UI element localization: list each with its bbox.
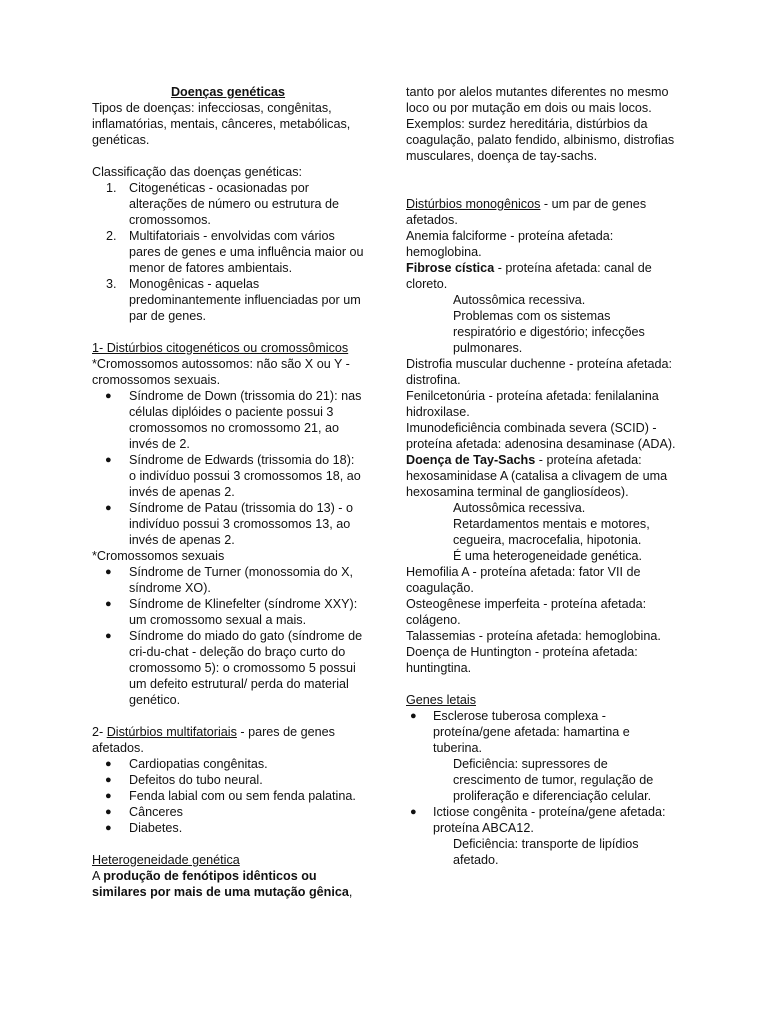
monogenicos-heading: Distúrbios monogênicos - um par de genes afetados.	[406, 197, 647, 227]
list-item: ● Defeitos do tubo neural.	[105, 773, 263, 787]
list-item: ● Esclerose tuberosa complexa - proteína/gene afetada: hamartina e tuberina. Deficiência: supressores de crescimento de tumor, regulação de proliferação e diferenciação celular.	[406, 708, 676, 804]
list-item: ● Síndrome de Turner (monossomia do X, síndrome XO).	[105, 565, 353, 595]
left-column	[92, 84, 364, 900]
citogeneticos-heading: 1- Distúrbios citogenéticos ou cromossômicos	[92, 341, 349, 355]
list-item-sub: Deficiência: supressores de crescimento de tumor, regulação de proliferação e diferenciação celular.	[453, 757, 654, 803]
genes-letais-heading: Genes letais	[406, 693, 477, 707]
list-item: 1. Citogenéticas - ocasionadas por alterações de número ou estrutura de cromossomos.	[106, 181, 340, 227]
list-item: 2. Multifatoriais - envolvidas com vários pares de genes e uma influência maior ou menor de fatores ambientais.	[106, 229, 364, 275]
classificacao-list	[92, 180, 364, 324]
tay-sachs-sub: É uma heterogeneidade genética.	[453, 549, 643, 563]
list-item: ● Síndrome do miado do gato (síndrome de cri-du-chat - deleção do braço curto do cromossomo 5): o cromossomo 5 possui um defeito estrutural/ perda do material genético.	[105, 629, 363, 707]
list-item: ● Síndrome de Down (trissomia do 21): nas células diplóides o paciente possui 3 cromossomos no cromossomo 21, ao invés de 2.	[105, 389, 362, 451]
heterogeneidade-continuation: tanto por alelos mutantes diferentes no mesmo loco ou por mutação em dois ou mais locos.	[406, 85, 669, 115]
sexuais-intro: *Cromossomos sexuais	[92, 549, 225, 563]
page-title: Doenças genéticas	[170, 85, 286, 99]
tay-sachs-line: Doença de Tay-Sachs - proteína afetada: hexosaminidase A (catalisa a clivagem de uma hexosamina terminal de gangliosídeos).	[406, 453, 668, 499]
fibrose-line: Fibrose cística - proteína afetada: canal de cloreto.	[406, 261, 652, 291]
fenilcetonuria-line: Fenilcetonúria - proteína afetada: fenilalanina hidroxilase.	[406, 389, 659, 419]
list-item: ● Síndrome de Edwards (trissomia do 18): o indivíduo possui 3 cromossomos 18, ao invés de apenas 2.	[105, 453, 361, 499]
fibrose-sub: Problemas com os sistemas respiratório e digestório; infecções pulmonares.	[453, 309, 645, 355]
heterogeneidade-exemplos: Exemplos: surdez hereditária, distúrbios da coagulação, palato fendido, albinismo, distrofias musculares, doença de tay-sachs.	[406, 117, 675, 163]
multifatoriais-list	[92, 756, 364, 836]
sexuais-list	[92, 564, 364, 708]
list-item: ● Cardiopatias congênitas.	[105, 757, 268, 771]
distrofia-line: Distrofia muscular duchenne - proteína afetada: distrofina.	[406, 357, 673, 387]
osteogenese-line: Osteogênese imperfeita - proteína afetada: colágeno.	[406, 597, 647, 627]
tay-sachs-sub: Autossômica recessiva.	[453, 501, 586, 515]
list-item: 3. Monogênicas - aquelas predominantemente influenciadas por um par de genes.	[106, 277, 361, 323]
autossomos-list	[92, 388, 364, 548]
list-item: ● Síndrome de Klinefelter (síndrome XXY): um cromossomo sexual a mais.	[105, 597, 358, 627]
list-item: ● Síndrome de Patau (trissomia do 13) - o indivíduo possui 3 cromossomos 13, ao invés de apenas 2.	[105, 501, 353, 547]
list-item: ● Cânceres	[105, 805, 183, 819]
autossomos-intro: *Cromossomos autossomos: não são X ou Y - cromossomos sexuais.	[92, 357, 350, 387]
scid-line: Imunodeficiência combinada severa (SCID) - proteína afetada: adenosina desaminase (ADA).	[406, 421, 676, 451]
multifatoriais-heading: 2- Distúrbios multifatoriais - pares de genes afetados.	[92, 725, 335, 755]
talassemias-line: Talassemias - proteína afetada: hemoglobina.	[406, 629, 661, 643]
heterogeneidade-definition: A produção de fenótipos idênticos ou similares por mais de uma mutação gênica,	[92, 869, 353, 899]
fibrose-sub: Autossômica recessiva.	[453, 293, 586, 307]
tay-sachs-sub: Retardamentos mentais e motores, cegueira, macrocefalia, hipotonia.	[453, 517, 650, 547]
hemofilia-line: Hemofilia A - proteína afetada: fator VII de coagulação.	[406, 565, 641, 595]
list-item: ● Ictiose congênita - proteína/gene afetada: proteína ABCA12. Deficiência: transporte de lipídios afetado.	[406, 804, 676, 868]
list-item: ● Diabetes.	[105, 821, 183, 835]
genes-letais-list	[406, 708, 676, 868]
list-item: ● Fenda labial com ou sem fenda palatina.	[105, 789, 356, 803]
right-column	[406, 84, 676, 868]
classificacao-intro: Classificação das doenças genéticas:	[92, 165, 303, 179]
heterogeneidade-heading: Heterogeneidade genética	[92, 853, 240, 867]
list-item-sub: Deficiência: transporte de lipídios afetado.	[453, 837, 639, 867]
tipos-paragraph: Tipos de doenças: infecciosas, congênitas, inflamatórias, mentais, cânceres, metabólicas, genéticas.	[92, 101, 351, 147]
anemia-line: Anemia falciforme - proteína afetada: hemoglobina.	[406, 229, 614, 259]
huntington-line: Doença de Huntington - proteína afetada: huntingtina.	[406, 645, 638, 675]
